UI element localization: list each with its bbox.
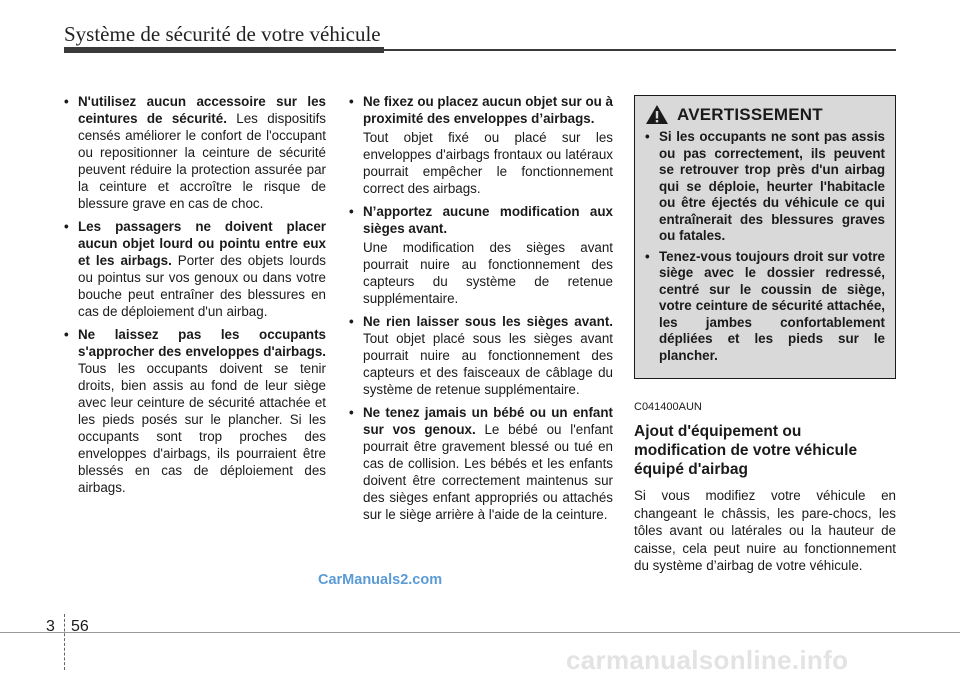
bullet-heading: Les passagers ne doivent placer aucun objet lourd ou pointu entre eux et les airbags. xyxy=(78,219,326,268)
bullet-heading: Ne rien laisser sous les sièges avant. xyxy=(363,314,613,329)
bullet-text: Le bébé ou l'enfant pourrait être gravement blessé ou tué en cas de collision. Les bébés et les enfants doivent être correctement maintenus sur des sièges enfant appropriés ou attachés sur le siège arrière à l'aide de la ceinture. xyxy=(363,422,613,522)
column-right xyxy=(634,93,896,575)
list-item xyxy=(349,93,613,197)
carmanuals-watermark: CarManuals2.com xyxy=(318,572,443,588)
warning-item: • Tenez-vous toujours droit sur votre siège avec le dossier redressé, centré sur le coussin de siège, votre ceinture de sécurité attachée, les jambes confortablement dépliées et les pieds sur le plancher. xyxy=(645,249,885,365)
list-item xyxy=(64,93,326,212)
warning-header xyxy=(645,104,885,125)
page-header-title: Système de sécurité de votre véhicule xyxy=(64,22,381,46)
header-rule xyxy=(64,47,896,53)
bullet-heading: N'utilisez aucun accessoire sur les ceintures de sécurité. xyxy=(78,94,326,126)
list-item xyxy=(64,218,326,320)
bullet-heading: Ne laissez pas les occupants s'approcher des enveloppes d'airbags. xyxy=(78,327,326,359)
section-title: Ajout d'équipement ou modification de votre véhicule équipé d'airbag xyxy=(634,423,858,478)
warning-title: AVERTISSEMENT xyxy=(677,105,823,124)
section-code: C041400AUN xyxy=(634,401,702,413)
warning-box xyxy=(634,95,896,379)
column-left xyxy=(64,93,326,502)
chapter-number: 3 xyxy=(46,618,55,635)
bullet-text: Les dispositifs censés améliorer le confort de l'occupant ou repositionner la ceinture de sécurité peuvent réduire la protection assurée par la ceinture et accroître le risque de blessure grave en cas de choc. xyxy=(78,111,327,211)
bullet-text: Tout objet placé sous les sièges avant pourrait nuire au fonctionnement des capteurs et des faisceaux de câblage du système de retenue supplémentaire. xyxy=(363,331,613,397)
bullet-text: Tous les occupants doivent se tenir droits, bien assis au fond de leur siège avec leur ceinture de sécurité attachée et les pieds posés sur le plancher. Si les occupants sont trop proches des enveloppes d'airbags, ils pourraient être blessés en cas de déploiement des airbags. xyxy=(78,361,326,495)
list-item xyxy=(349,313,613,398)
page-number: 56 xyxy=(71,618,89,635)
bullet-heading: Ne tenez jamais un bébé ou un enfant sur vos genoux. xyxy=(363,405,613,437)
section-body: Si vous modifiez votre véhicule en changeant le châssis, les pare-chocs, les tôles avant ou latérales ou la hauteur de caisse, cela peut nuire au fonctionnement du système d’airbag de votre véhicule. xyxy=(634,488,896,573)
footer-rule xyxy=(0,632,960,633)
site-watermark: carmanualsonline.info xyxy=(566,645,849,675)
warning-triangle-icon xyxy=(645,104,669,125)
column-middle xyxy=(349,93,613,529)
bullet-heading: N’apportez aucune modification aux sièges avant. xyxy=(363,204,613,236)
bullet-text: Tout objet fixé ou placé sur les enveloppes d'airbags frontaux ou latéraux pourrait empêcher le fonctionnement correct des airbags. xyxy=(363,130,613,196)
warning-item: • Si les occupants ne sont pas assis ou pas correctement, ils peuvent se retrouver trop près d'un airbag qui se déploie, heurter l'habitacle ou être éjectés du véhicule ce qui entraînerait des blessures graves ou fatales. xyxy=(645,129,885,245)
list-item xyxy=(64,326,326,496)
footer-separator xyxy=(64,614,65,670)
list-item xyxy=(349,203,613,307)
list-item xyxy=(349,404,613,523)
bullet-text: Porter des objets lourds ou pointus sur vos genoux ou dans votre bouche peut entraîner des blessures en cas de déploiement d'un airbag. xyxy=(78,253,326,319)
bullet-heading: Ne fixez ou placez aucun objet sur ou à proximité des enveloppes d’airbags. xyxy=(363,94,614,126)
bullet-text: Une modification des sièges avant pourrait nuire au fonctionnement des capteurs du système de retenue supplémentaire. xyxy=(363,240,613,306)
